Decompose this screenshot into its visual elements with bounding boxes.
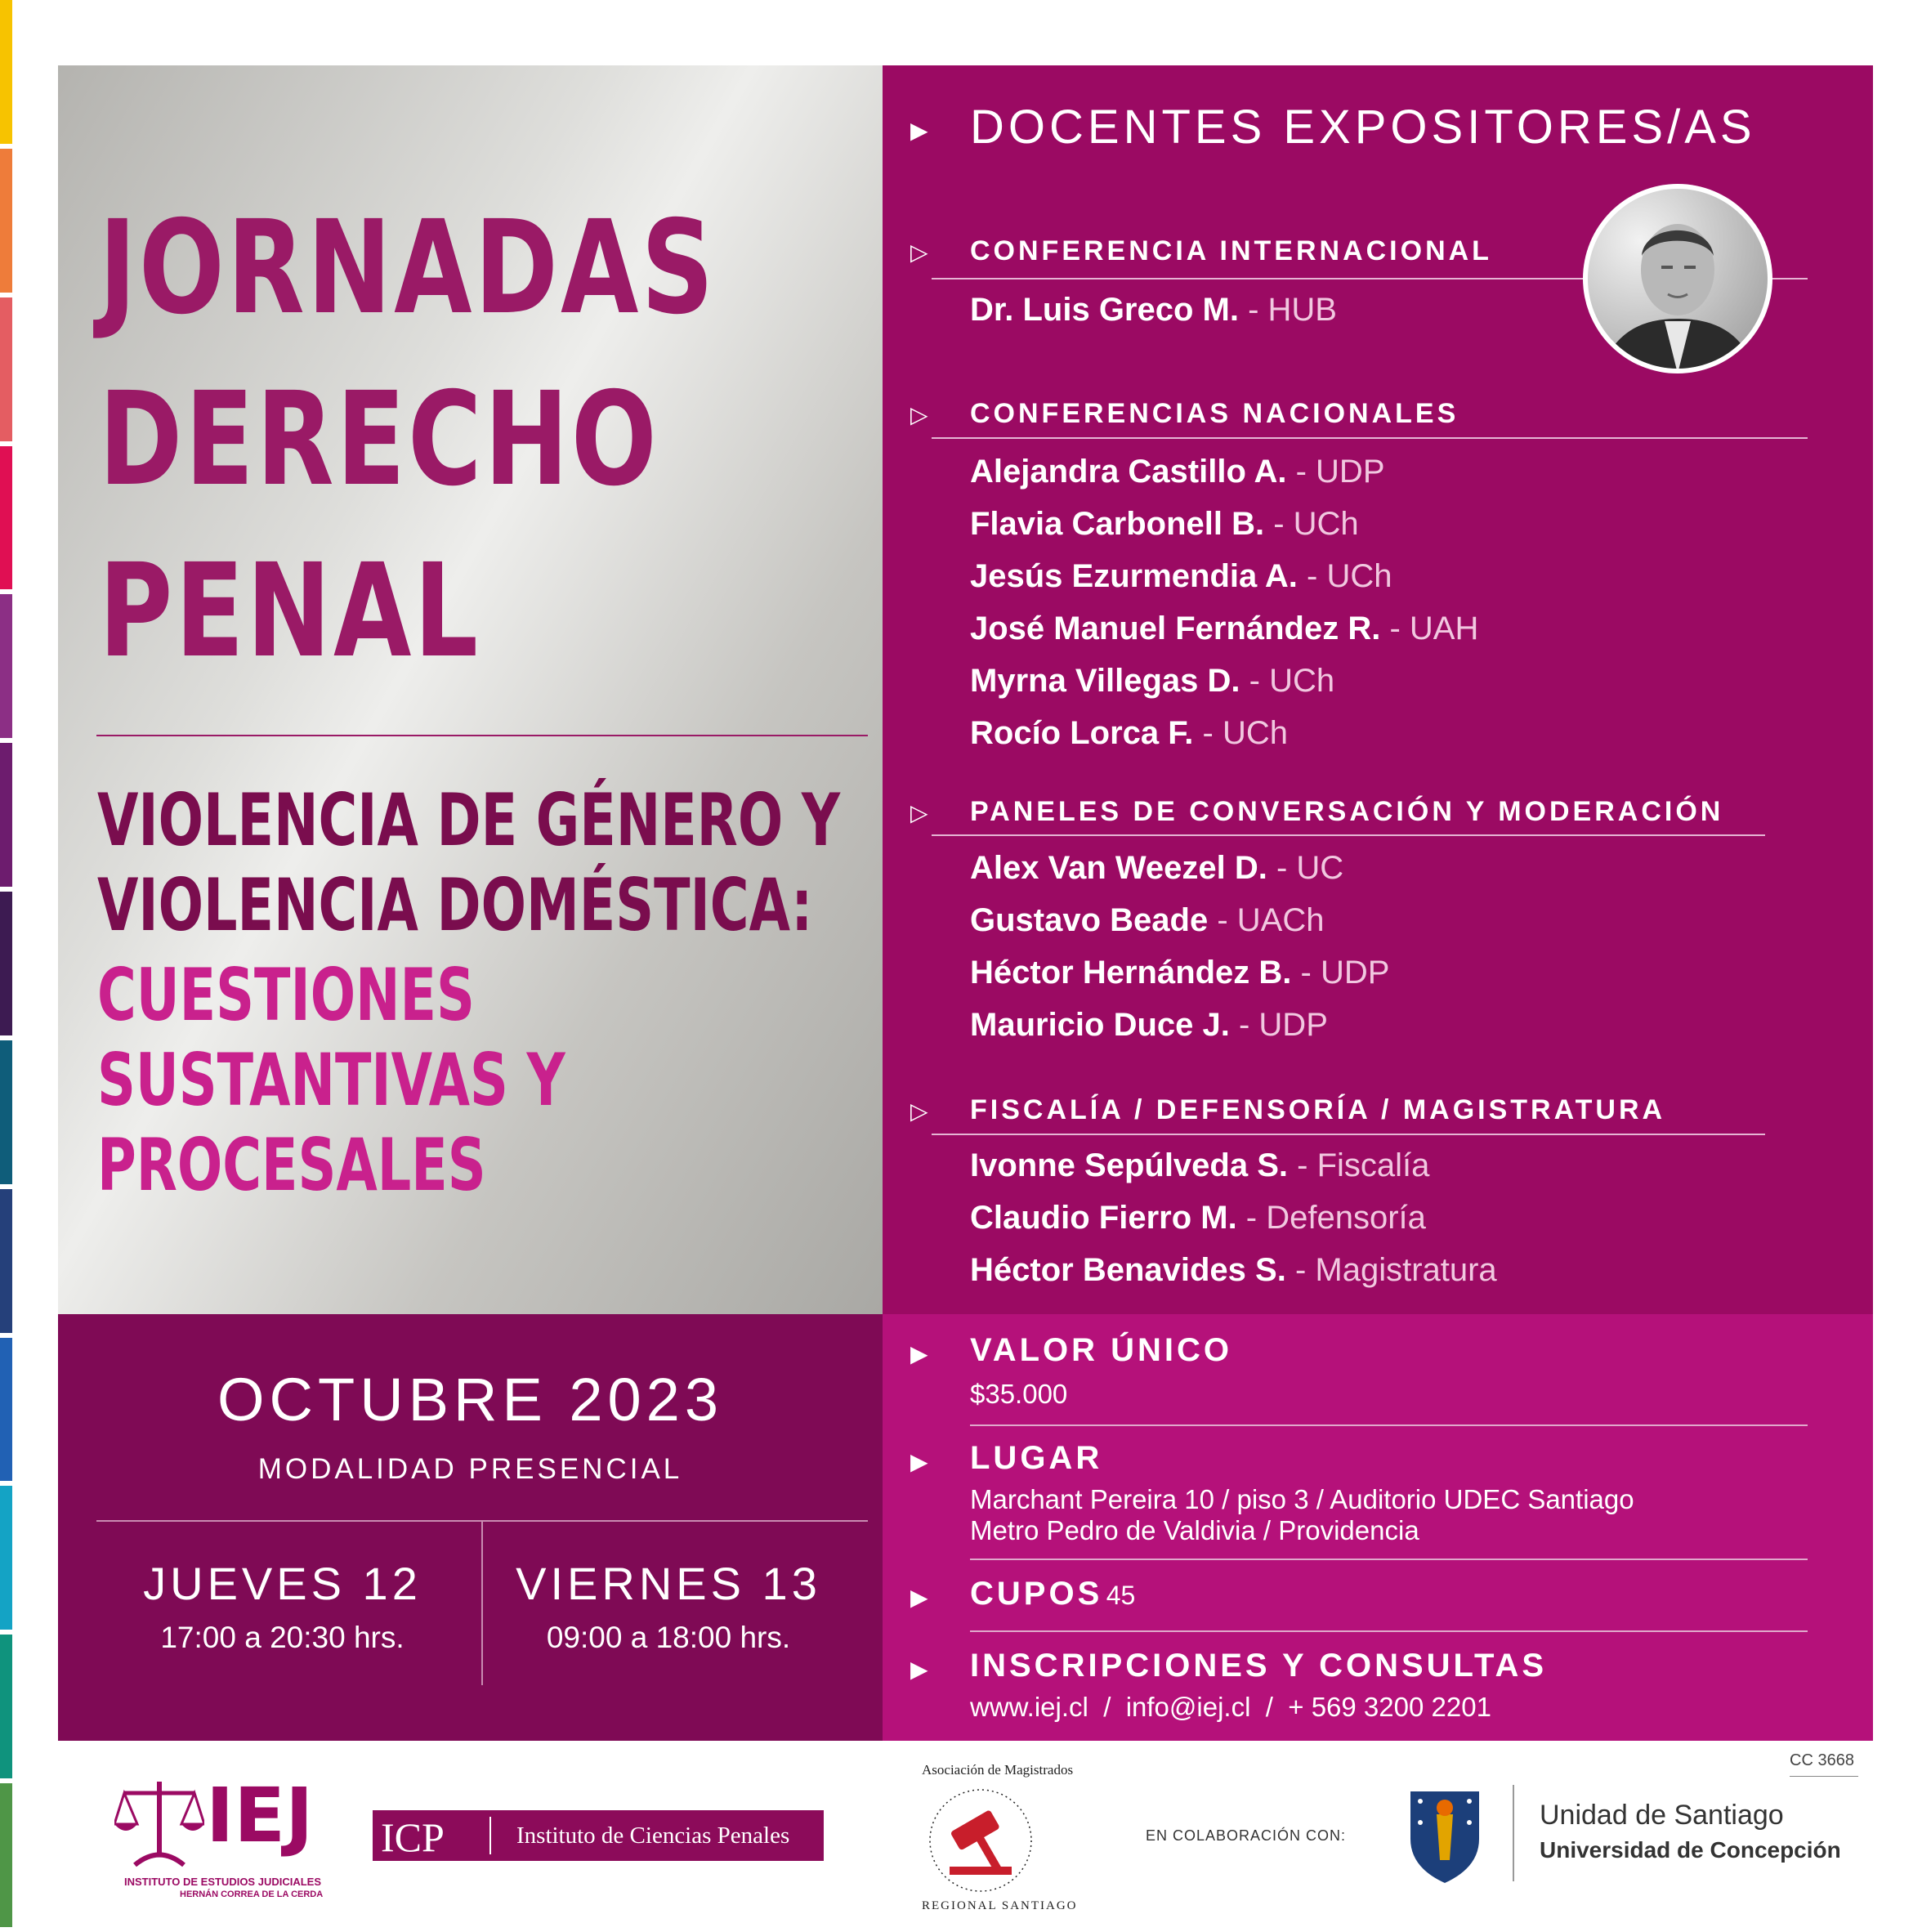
info-rule <box>970 1630 1808 1632</box>
colaboracion-label: EN COLABORACIÓN CON: <box>1146 1827 1347 1844</box>
strip-segment <box>0 1635 12 1778</box>
inscripciones-label: INSCRIPCIONES Y CONSULTAS <box>970 1648 1548 1684</box>
bullet-outline-icon: ▷ <box>910 402 928 427</box>
subtitle-line-2: VIOLENCIA DOMÉSTICA: <box>97 863 813 947</box>
color-strip <box>0 0 12 1932</box>
person: Rocío Lorca F. - UCh <box>970 715 1288 751</box>
section-rule <box>932 437 1808 439</box>
internacional-list <box>970 290 1337 329</box>
day-1-time: 17:00 a 20:30 hrs. <box>160 1621 405 1654</box>
bullet-icon: ▶ <box>910 1585 928 1610</box>
udec-crest <box>1404 1782 1486 1886</box>
title-line-1: JORNADAS <box>99 193 717 343</box>
nacionales-label: CONFERENCIAS NACIONALES <box>970 398 1459 429</box>
strip-segment <box>0 1486 12 1630</box>
strip-segment <box>0 149 12 293</box>
month-year: OCTUBRE 2023 <box>217 1366 723 1433</box>
person: Alejandra Castillo A. - UDP <box>970 454 1385 490</box>
person: Flavia Carbonell B. - UCh <box>970 506 1359 542</box>
udec-divider <box>1513 1785 1514 1881</box>
bullet-icon: ▶ <box>910 1449 928 1474</box>
asociacion-seal <box>899 1759 1078 1922</box>
iej-logo <box>114 1772 324 1906</box>
info-rule <box>970 1559 1808 1560</box>
modality: MODALIDAD PRESENCIAL <box>257 1453 683 1485</box>
strip-segment <box>0 0 12 144</box>
title-divider <box>96 735 868 736</box>
fiscalia-label: FISCALÍA / DEFENSORÍA / MAGISTRATURA <box>970 1094 1666 1125</box>
crest-icon <box>1404 1782 1486 1886</box>
internacional-label: CONFERENCIA INTERNACIONAL <box>970 235 1492 266</box>
person: Alex Van Weezel D. - UC <box>970 850 1344 886</box>
cupos-label: CUPOS <box>970 1576 1103 1612</box>
person: Ivonne Sepúlveda S. - Fiscalía <box>970 1147 1430 1183</box>
iej-name-1: INSTITUTO DE ESTUDIOS JUDICIALES <box>124 1876 322 1888</box>
strip-segment <box>0 1783 12 1927</box>
code-rule <box>1790 1776 1858 1777</box>
docentes-heading: DOCENTES EXPOSITORES/AS <box>970 101 1756 154</box>
strip-segment <box>0 1040 12 1184</box>
subtitle-line-1: VIOLENCIA DE GÉNERO Y <box>97 778 841 862</box>
icp-name: Instituto de Ciencias Penales <box>516 1822 790 1849</box>
icp-logo <box>373 1810 824 1861</box>
person: Dr. Luis Greco M. - HUB <box>970 292 1337 328</box>
strip-segment <box>0 1338 12 1482</box>
bullet-icon: ▶ <box>910 118 928 143</box>
bullet-outline-icon: ▷ <box>910 239 928 265</box>
contact-info: www.iej.cl / info@iej.cl / + 569 3200 2201 <box>970 1692 1491 1722</box>
bullet-icon: ▶ <box>910 1657 928 1682</box>
paneles-list <box>970 848 1389 1058</box>
portrait-photo <box>1583 184 1772 373</box>
bullet-outline-icon: ▷ <box>910 1098 928 1124</box>
title-line-2: DERECHO <box>99 364 659 515</box>
person: Gustavo Beade - UACh <box>970 902 1325 938</box>
gavel-seal-icon <box>899 1759 1078 1922</box>
lugar-line-1: Marchant Pereira 10 / piso 3 / Auditorio UDEC Santiago <box>970 1484 1634 1514</box>
strip-segment <box>0 1189 12 1333</box>
section-rule <box>932 1134 1765 1135</box>
paneles-label: PANELES DE CONVERSACIÓN Y MODERACIÓN <box>970 796 1724 827</box>
iej-logo-text: IEJ <box>206 1772 314 1859</box>
title-line-3: PENAL <box>99 536 481 686</box>
info-rule <box>970 1424 1808 1426</box>
person: Mauricio Duce J. - UDP <box>970 1007 1328 1043</box>
cupos-row <box>970 1576 1135 1612</box>
code-label: CC 3668 <box>1790 1751 1854 1769</box>
strip-segment <box>0 446 12 590</box>
fiscalia-list <box>970 1146 1497 1303</box>
asociacion-bottom-text: REGIONAL SANTIAGO <box>922 1899 1078 1912</box>
asociacion-top-text: Asociación de Magistrados <box>922 1762 1074 1778</box>
strip-segment <box>0 297 12 441</box>
strip-segment <box>0 892 12 1035</box>
udec-name: Universidad de Concepción <box>1540 1837 1841 1863</box>
person: José Manuel Fernández R. - UAH <box>970 610 1479 646</box>
day-2: VIERNES 13 <box>516 1558 821 1609</box>
person: Jesús Ezurmendia A. - UCh <box>970 558 1392 594</box>
udec-unit: Unidad de Santiago <box>1540 1800 1784 1831</box>
portrait-frame <box>1583 184 1772 373</box>
person: Héctor Hernández B. - UDP <box>970 955 1390 991</box>
lugar-line-2: Metro Pedro de Valdivia / Providencia <box>970 1515 1419 1545</box>
subtitle-line-4: SUSTANTIVAS Y <box>97 1038 565 1122</box>
scales-icon <box>114 1775 204 1869</box>
bullet-icon: ▶ <box>910 1341 928 1366</box>
subtitle-line-5: PROCESALES <box>97 1123 486 1207</box>
day-2-time: 09:00 a 18:00 hrs. <box>546 1621 791 1654</box>
strip-segment <box>0 743 12 887</box>
subtitle-line-3: CUESTIONES <box>97 953 475 1037</box>
person: Héctor Benavides S. - Magistratura <box>970 1252 1497 1288</box>
valor-amount: $35.000 <box>970 1379 1068 1409</box>
valor-label: VALOR ÚNICO <box>970 1332 1233 1368</box>
lugar-label: LUGAR <box>970 1440 1103 1476</box>
strip-segment <box>0 594 12 738</box>
dates-vertical-divider <box>481 1522 483 1685</box>
iej-name-2: HERNÁN CORREA DE LA CERDA <box>180 1890 324 1899</box>
icp-logo-text: ICP <box>381 1814 445 1860</box>
person: Myrna Villegas D. - UCh <box>970 663 1335 699</box>
day-1: JUEVES 12 <box>143 1558 422 1609</box>
nacionales-list <box>970 452 1478 766</box>
icp-divider <box>489 1817 491 1854</box>
person: Claudio Fierro M. - Defensoría <box>970 1200 1426 1236</box>
cupos-value: 45 <box>1106 1581 1136 1610</box>
bullet-outline-icon: ▷ <box>910 800 928 825</box>
section-rule <box>932 834 1765 836</box>
